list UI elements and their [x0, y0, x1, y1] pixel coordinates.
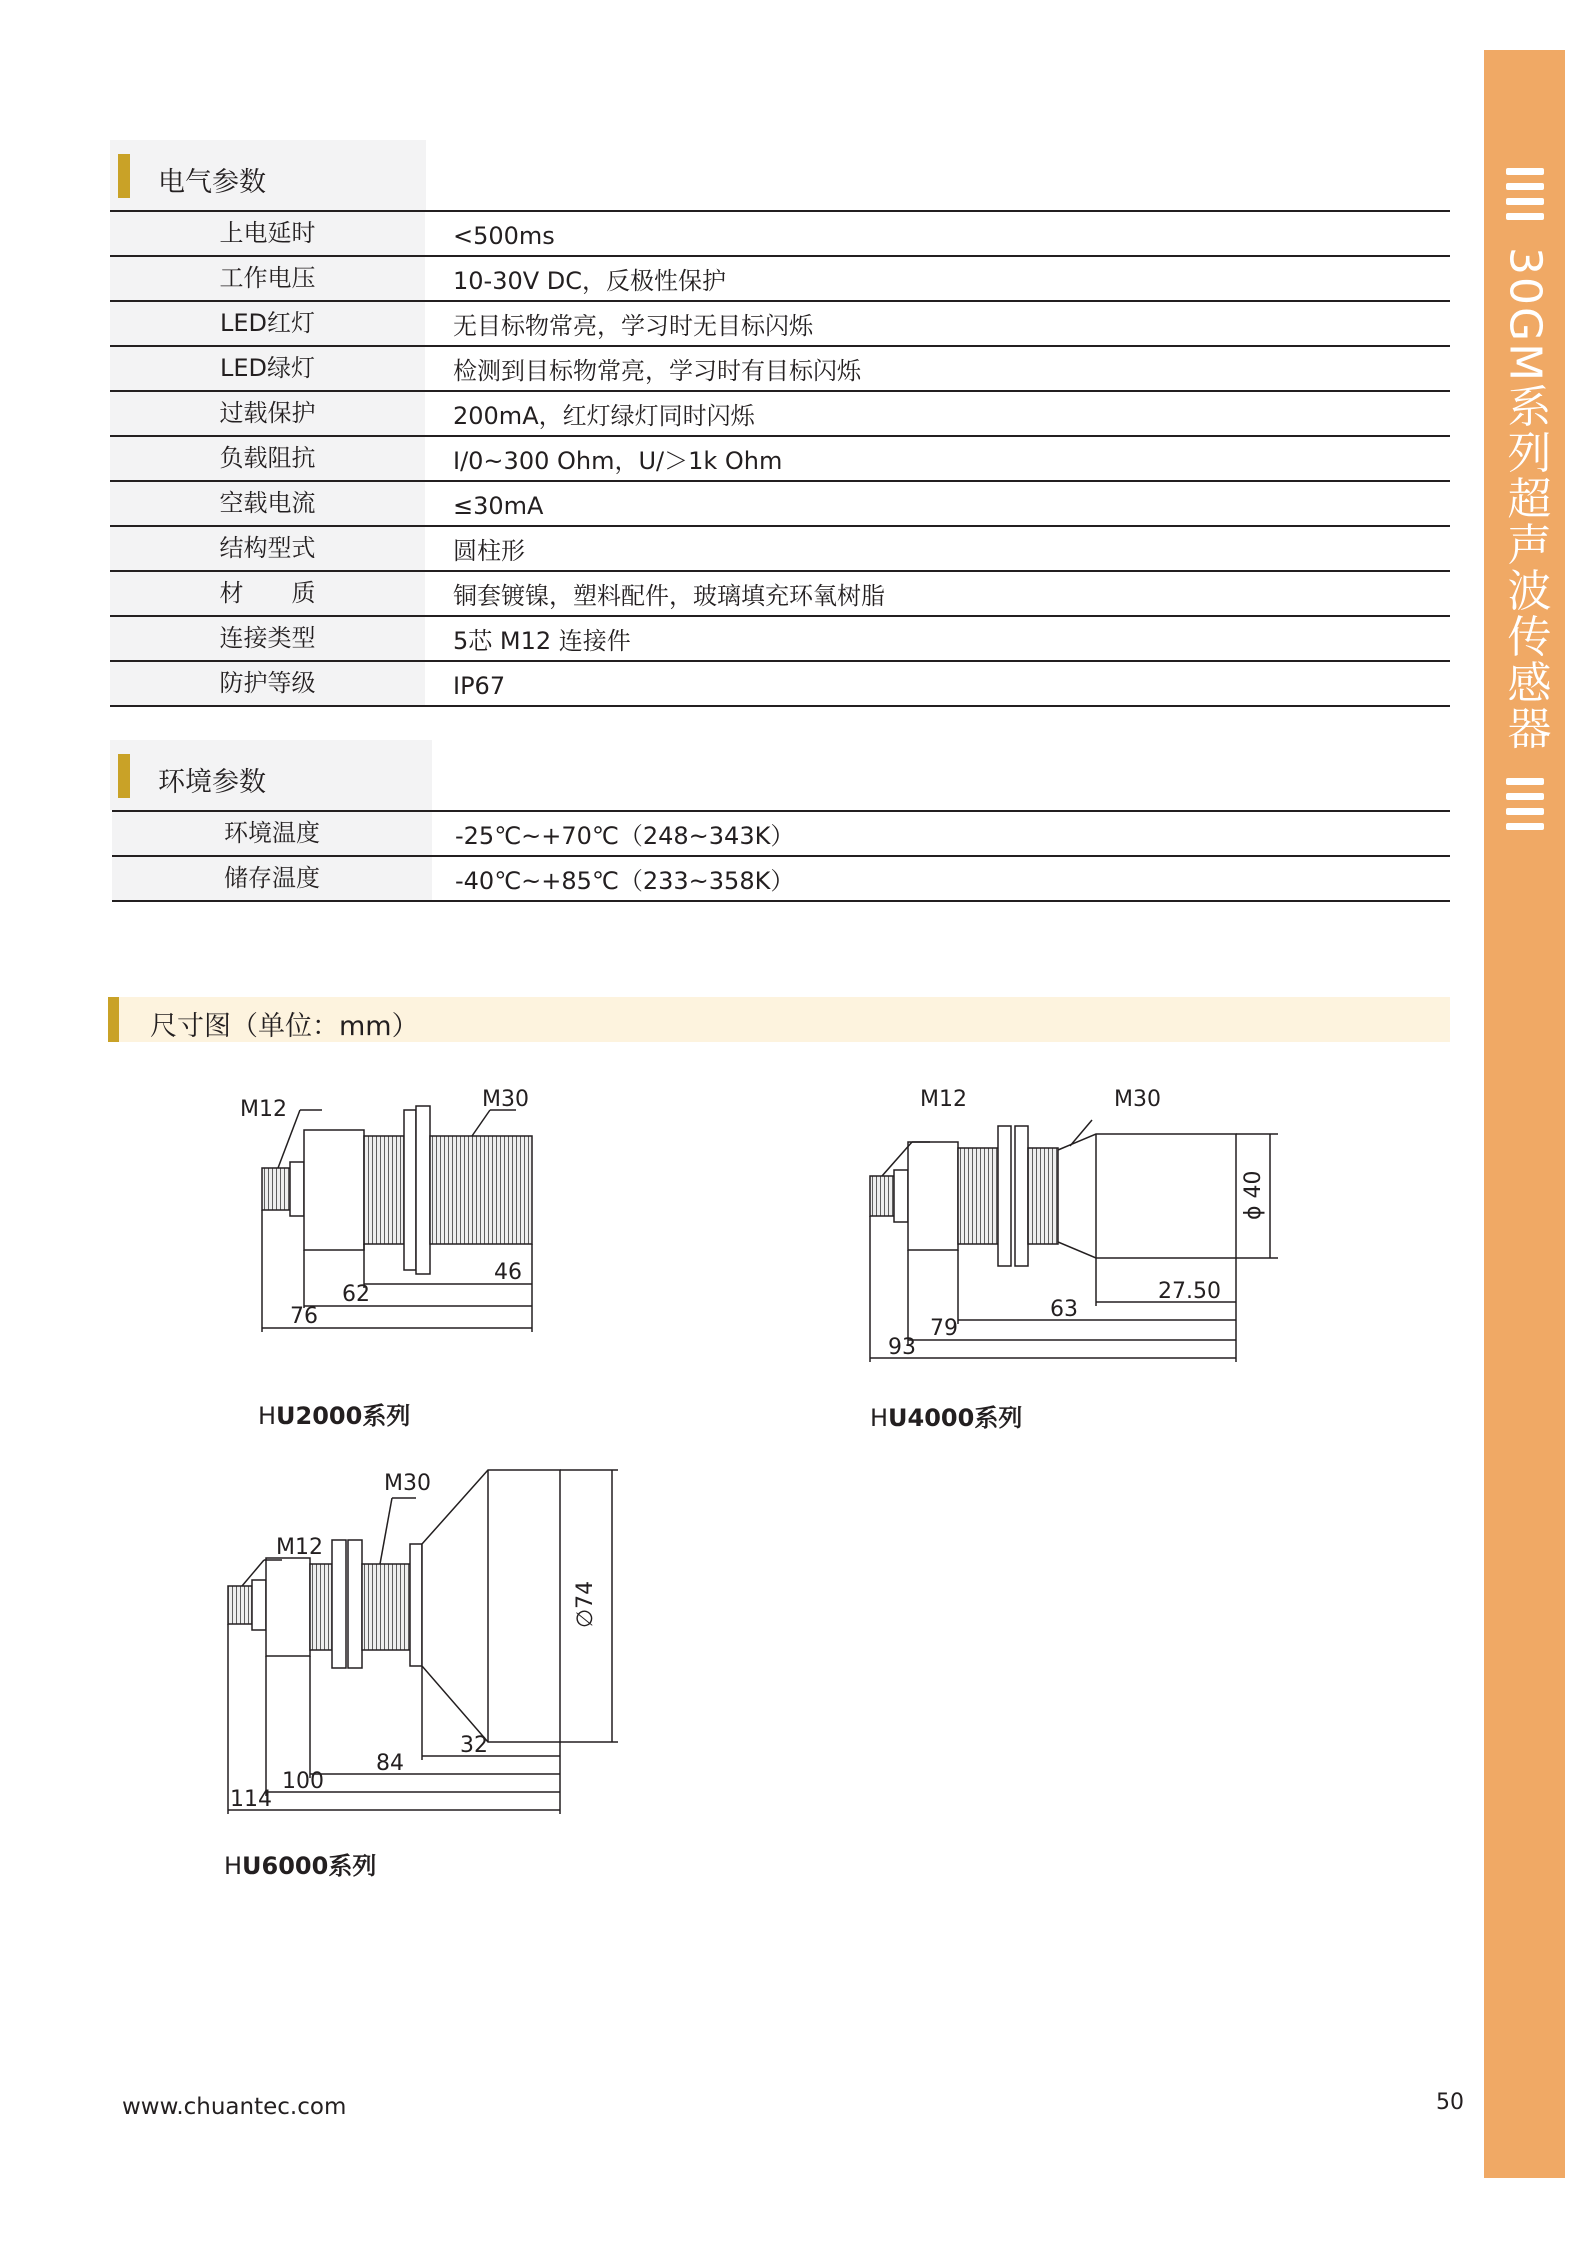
environment-section-header [110, 740, 432, 810]
hu4000-drawing [860, 1070, 1280, 1380]
hu4000-dim-2750: 27.50 [1158, 1279, 1221, 1304]
row-value: 5芯 M12 连接件 [453, 627, 631, 655]
dimensions-section-title: 尺寸图（单位：mm） [150, 1011, 419, 1042]
row-value: 检测到目标物常亮，学习时有目标闪烁 [453, 357, 861, 385]
side-tab [1484, 50, 1565, 2178]
table-row [110, 212, 1450, 257]
table-row [110, 617, 1450, 662]
hu6000-dim-32: 32 [460, 1733, 488, 1758]
table-row [110, 392, 1450, 437]
hu4000-m12-label: M12 [920, 1087, 967, 1112]
hu6000-drawing [220, 1460, 640, 1830]
row-value: 铜套镀镍，塑料配件，玻璃填充环氧树脂 [453, 582, 885, 610]
table-row [110, 437, 1450, 482]
row-value: I/0~300 Ohm，U/＞1k Ohm [453, 447, 783, 475]
hu6000-series-label: HU6000系列 [224, 1852, 377, 1880]
hu6000-dim-114: 114 [230, 1787, 272, 1812]
electrical-table [110, 210, 1450, 707]
table-row [110, 347, 1450, 392]
table-row [110, 527, 1450, 572]
row-value: 10-30V DC，反极性保护 [453, 267, 727, 295]
hu6000-m12-label: M12 [276, 1535, 323, 1560]
table-row [110, 482, 1450, 527]
environment-section-title: 环境参数 [158, 767, 266, 798]
hu6000-dim-100: 100 [282, 1769, 324, 1794]
row-label: 连接类型 [110, 617, 425, 660]
row-value: ≤30mA [453, 492, 544, 520]
hu4000-series-label: HU4000系列 [870, 1404, 1023, 1432]
row-label: 空载电流 [110, 482, 425, 525]
row-label: LED绿灯 [110, 347, 425, 390]
hu6000-m30-label: M30 [384, 1471, 431, 1496]
electrical-section-title: 电气参数 [158, 167, 266, 198]
row-label: 防护等级 [110, 662, 425, 705]
table-row [110, 302, 1450, 347]
hu2000-dim-76: 76 [290, 1304, 318, 1329]
row-label: 结构型式 [110, 527, 425, 570]
table-row [110, 572, 1450, 617]
row-label: 工作电压 [110, 257, 425, 300]
hu2000-dim-46: 46 [494, 1260, 522, 1285]
row-value: <500ms [453, 222, 555, 250]
row-label: 上电延时 [110, 212, 425, 255]
hu4000-dim-79: 79 [930, 1316, 958, 1341]
electrical-section-header [110, 140, 426, 210]
row-value: 无目标物常亮，学习时无目标闪烁 [453, 312, 813, 340]
stripes-bottom-icon [1506, 778, 1544, 830]
table-row [112, 857, 1450, 902]
hu4000-m30-label: M30 [1114, 1087, 1161, 1112]
row-label: 过载保护 [110, 392, 425, 435]
hu4000-dim-63: 63 [1050, 1297, 1078, 1322]
row-label: 负载阻抗 [110, 437, 425, 480]
hu2000-dim-62: 62 [342, 1282, 370, 1307]
row-value: -40℃~+85℃（233~358K） [455, 867, 795, 895]
stripes-top-icon [1506, 168, 1544, 220]
hu2000-m30-label: M30 [482, 1087, 529, 1112]
hu2000-m12-label: M12 [240, 1097, 287, 1122]
hu2000-series-label: HU2000系列 [258, 1402, 411, 1430]
row-label: 材 质 [110, 572, 425, 615]
row-label: 储存温度 [112, 857, 432, 900]
row-value: 圆柱形 [453, 537, 525, 565]
footer-website-link[interactable]: www.chuantec.com [122, 2094, 347, 2120]
row-value: IP67 [453, 672, 506, 700]
row-value: 200mA，红灯绿灯同时闪烁 [453, 402, 755, 430]
page-number: 50 [1436, 2090, 1464, 2115]
table-row [110, 662, 1450, 707]
row-label: LED红灯 [110, 302, 425, 345]
side-tab-title: 30GM系列超声波传感器 [1499, 246, 1551, 752]
row-value: -25℃~+70℃（248~343K） [455, 822, 795, 850]
table-row [112, 812, 1450, 857]
hu4000-dim-93: 93 [888, 1335, 916, 1360]
hu6000-diameter-label: ∅74 [573, 1580, 598, 1628]
row-label: 环境温度 [112, 812, 432, 855]
hu4000-diameter-label: ϕ 40 [1241, 1170, 1266, 1220]
environment-table [112, 810, 1450, 902]
hu6000-dim-84: 84 [376, 1751, 404, 1776]
hu2000-drawing [240, 1070, 600, 1340]
table-row [110, 257, 1450, 302]
dimensions-section-header [108, 997, 1450, 1042]
